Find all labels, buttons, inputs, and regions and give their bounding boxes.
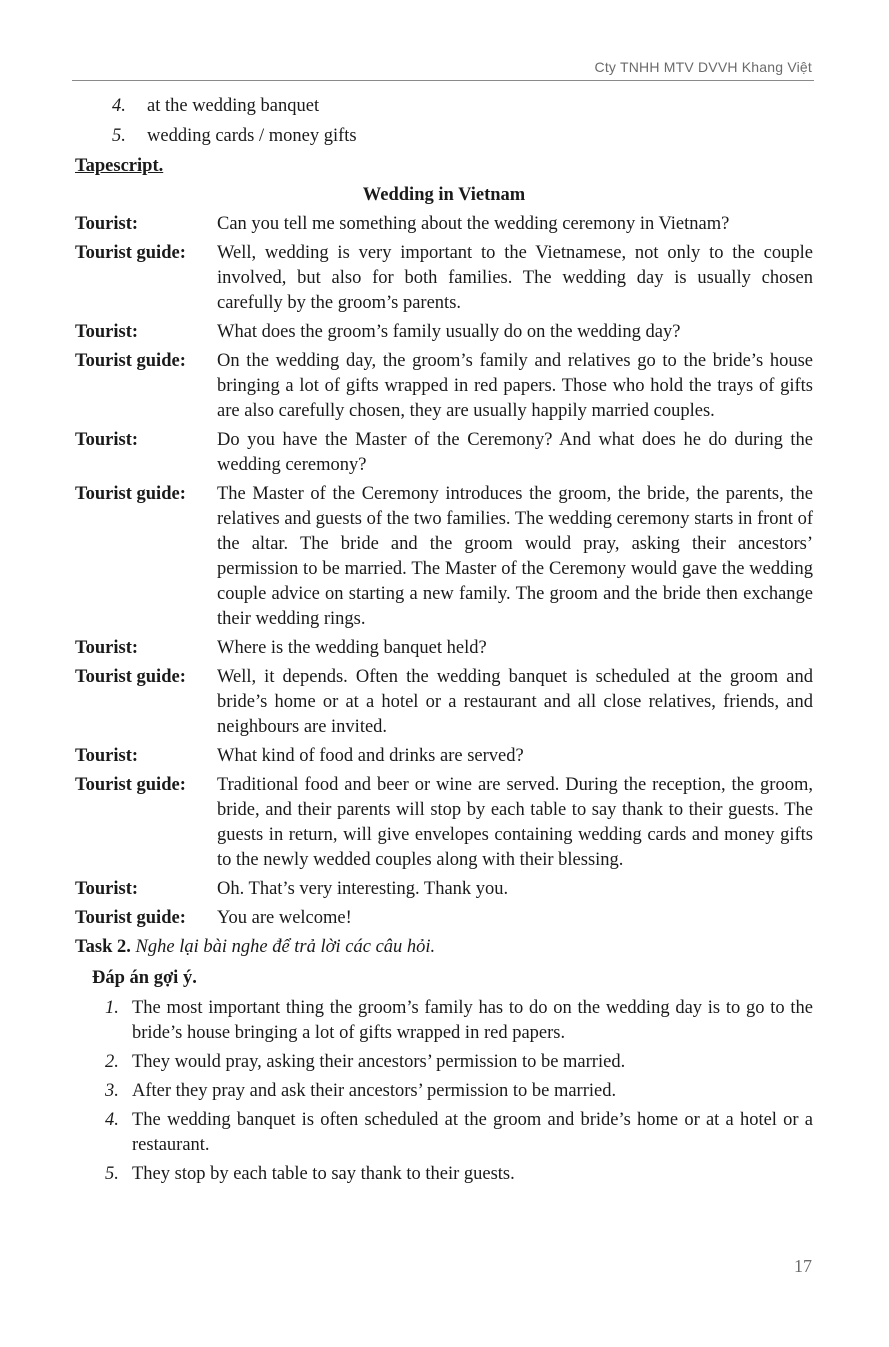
page-header xyxy=(72,58,814,81)
answer-text: The wedding banquet is often scheduled at the groom and bride’s home or at a hotel or a restaurant. xyxy=(132,1110,813,1155)
utterance-text: Well, it depends. Often the wedding banquet is scheduled at the groom and bride’s home or at a hotel or a restaurant and all close relatives, friends, and neighbours are invited. xyxy=(217,667,813,737)
utterance-text: What kind of food and drinks are served? xyxy=(217,746,524,766)
dialogue-line xyxy=(75,877,813,902)
speaker-label: Tourist: xyxy=(75,746,139,766)
answer-number: 1. xyxy=(105,998,119,1018)
speaker-label: Tourist guide: xyxy=(75,775,186,795)
utterance-text: What does the groom’s family usually do on the wedding day? xyxy=(217,322,681,342)
utterance-text: Can you tell me something about the wedding ceremony in Vietnam? xyxy=(217,214,730,234)
dialogue-line xyxy=(75,482,813,632)
speaker-label: Tourist guide: xyxy=(75,667,186,687)
answer-key-heading: Đáp án gợi ý. xyxy=(92,968,197,988)
dialogue-line xyxy=(75,636,813,661)
task-2-instruction xyxy=(75,935,813,960)
answer-item xyxy=(75,1162,813,1187)
utterance-text: Oh. That’s very interesting. Thank you. xyxy=(217,879,509,899)
answer-text: After they pray and ask their ancestors’ permission to be married. xyxy=(132,1081,617,1101)
utterance-text: Well, wedding is very important to the Vietnamese, not only to the couple involved, but also for both families. The wedding day is usually chosen carefully by the groom’s parents. xyxy=(217,243,813,313)
utterance-text: Do you have the Master of the Ceremony? And what does he do during the wedding ceremony? xyxy=(217,430,813,475)
list-item-text: at the wedding banquet xyxy=(147,96,320,116)
dialogue-line xyxy=(75,906,813,931)
dialogue-line xyxy=(75,320,813,345)
dialogue-line xyxy=(75,241,813,316)
task-label: Task 2. xyxy=(75,937,131,957)
dialogue-line xyxy=(75,744,813,769)
answer-item xyxy=(75,1079,813,1104)
speaker-label: Tourist guide: xyxy=(75,484,186,504)
speaker-label: Tourist: xyxy=(75,322,139,342)
answer-number: 5. xyxy=(105,1164,119,1184)
answer-list xyxy=(75,996,813,1187)
dialogue-line xyxy=(75,665,813,740)
speaker-label: Tourist guide: xyxy=(75,243,186,263)
speaker-label: Tourist: xyxy=(75,879,139,899)
dialogue-line xyxy=(75,773,813,873)
speaker-label: Tourist: xyxy=(75,638,139,658)
dialogue-title: Wedding in Vietnam xyxy=(362,185,526,205)
tapescript-heading: Tapescript. xyxy=(75,156,164,176)
speaker-label: Tourist: xyxy=(75,430,139,450)
speaker-label: Tourist guide: xyxy=(75,908,186,928)
answer-item xyxy=(75,996,813,1046)
answer-item xyxy=(75,1108,813,1158)
speaker-label: Tourist guide: xyxy=(75,351,186,371)
page-content xyxy=(75,94,813,1191)
dialogue xyxy=(75,212,813,931)
dialogue-line xyxy=(75,212,813,237)
publisher-name: Cty TNHH MTV DVVH Khang Việt xyxy=(594,59,812,75)
task-text: Nghe lại bài nghe để trả lời các câu hỏi. xyxy=(135,937,436,957)
list-item-number: 5. xyxy=(112,126,126,146)
answer-item xyxy=(75,1050,813,1075)
answer-number: 4. xyxy=(105,1110,119,1130)
answer-text: They stop by each table to say thank to their guests. xyxy=(132,1164,515,1184)
previous-answer-list xyxy=(75,94,813,149)
list-item-text: wedding cards / money gifts xyxy=(147,126,357,146)
dialogue-line xyxy=(75,428,813,478)
answer-number: 3. xyxy=(105,1081,119,1101)
answer-text: They would pray, asking their ancestors’ permission to be married. xyxy=(132,1052,626,1072)
speaker-label: Tourist: xyxy=(75,214,139,234)
utterance-text: Where is the wedding banquet held? xyxy=(217,638,487,658)
utterance-text: On the wedding day, the groom’s family and relatives go to the bride’s house bringing a lot of gifts wrapped in red papers. Those who hold the trays of gifts are also carefully chosen, they are usually happily married couples. xyxy=(217,351,813,421)
list-item xyxy=(75,94,813,119)
list-item xyxy=(75,124,813,149)
answer-number: 2. xyxy=(105,1052,119,1072)
utterance-text: You are welcome! xyxy=(217,908,352,928)
utterance-text: The Master of the Ceremony introduces the groom, the bride, the parents, the relatives and guests of the two families. The wedding ceremony starts in front of the altar. The bride and the groom would pray, asking their ancestors’ permission to be married. The Master of the Ceremony would gave the wedding couple advice on starting a new family. The groom and the bride then exchange their wedding rings. xyxy=(217,484,813,629)
list-item-number: 4. xyxy=(112,96,126,116)
utterance-text: Traditional food and beer or wine are served. During the reception, the groom, bride, and their parents will stop by each table to say thank to their guests. The guests in return, will give envelopes containing wedding cards and money gifts to the newly wedded couples along with their blessing. xyxy=(217,775,813,870)
page-number: 17 xyxy=(794,1256,812,1276)
dialogue-line xyxy=(75,349,813,424)
answer-text: The most important thing the groom’s family has to do on the wedding day is to go to the bride’s house bringing a lot of gifts wrapped in red papers. xyxy=(132,998,813,1043)
